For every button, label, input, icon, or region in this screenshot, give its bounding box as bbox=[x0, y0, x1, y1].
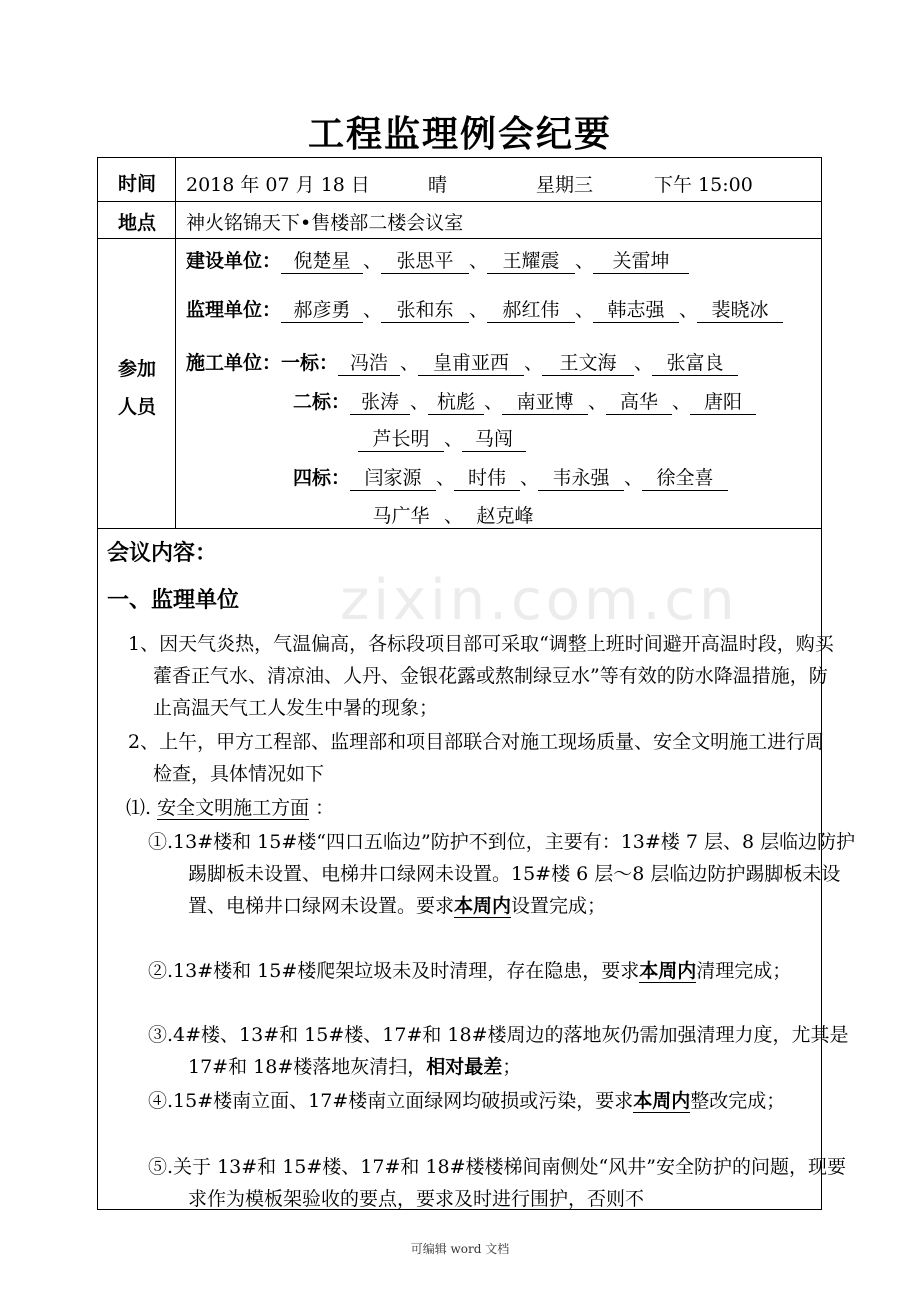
check-item-text: ①.13#楼和 15#楼“四口五临边”防护不到位，主要有：13#楼 7 层、8 层临边防护踢脚板未设置、电梯井口绿网未设置。15#楼 6 层～8 层临边防护踢脚板未设置、电梯井口绿网未设置。要求 bbox=[148, 831, 856, 917]
separator: 、 bbox=[363, 299, 383, 321]
check-item-1 bbox=[148, 826, 856, 922]
contractor-lot2-row2 bbox=[358, 424, 526, 452]
item-1: 1、因天气炎热，气温偏高，各标段项目部可采取“调整上班时间避开高温时段，购买藿香正气水、清凉油、人丹、金银花露或熬制绿豆水”等有效的防水降温措施，防止高温天气工人发生中暑的现象； bbox=[128, 633, 834, 719]
check-item-text: 设置完成； bbox=[511, 895, 607, 917]
contractor-lot1-row bbox=[186, 348, 738, 376]
check-item-4 bbox=[148, 1085, 856, 1117]
section-heading-supervisor: 一、监理单位 bbox=[107, 588, 240, 613]
time-label: 时间 bbox=[117, 173, 156, 195]
contractor-lot4-row2 bbox=[358, 501, 548, 529]
deadline-emphasis: 本周内 bbox=[454, 895, 512, 917]
attendee-name: 关雷坤 bbox=[593, 249, 689, 274]
separator: 、 bbox=[624, 467, 644, 489]
supervisor-label: 监理单位： bbox=[186, 299, 282, 321]
meeting-time: 下午 15:00 bbox=[654, 174, 753, 196]
separator: 、 bbox=[520, 467, 540, 489]
attendee-name: 时伟 bbox=[454, 466, 520, 491]
meeting-date: 2018 年 07 月 18 日 bbox=[186, 174, 370, 196]
subsection-number: ⑴. bbox=[126, 797, 152, 819]
minutes-table bbox=[97, 157, 856, 1210]
emphasis-text: 相对最差 bbox=[426, 1056, 503, 1078]
separator: 、 bbox=[672, 391, 692, 413]
attendee-name: 芦长明 bbox=[358, 427, 444, 452]
separator: 、 bbox=[444, 505, 464, 527]
check-item-5: ⑤.关于 13#和 15#楼、17#和 18#楼楼梯间南侧处“风井”安全防护的问题，现要求作为模板架验收的要点，要求及时进行围护，否则不 bbox=[148, 1156, 846, 1209]
attendee-name: 皇甫亚西 bbox=[418, 351, 524, 376]
contractor-lot4-row1 bbox=[293, 463, 728, 491]
weekday: 星期三 bbox=[536, 174, 594, 196]
separator: 、 bbox=[436, 467, 456, 489]
separator: 、 bbox=[634, 352, 654, 374]
attendee-name: 赵克峰 bbox=[462, 504, 548, 529]
check-item-text: ； bbox=[502, 1056, 522, 1078]
subsection-title: 安全文明施工方面 bbox=[157, 797, 310, 819]
separator: 、 bbox=[444, 428, 464, 450]
content-heading: 会议内容： bbox=[107, 541, 218, 566]
attendee-name: 南亚博 bbox=[502, 390, 588, 415]
separator: 、 bbox=[575, 299, 595, 321]
owner-label: 建设单位： bbox=[186, 250, 282, 272]
deadline-emphasis: 本周内 bbox=[633, 1090, 691, 1112]
lot2-label: 二标： bbox=[293, 391, 351, 413]
separator: 、 bbox=[410, 391, 430, 413]
attendee-name: 张思平 bbox=[381, 249, 469, 274]
owner-attendees-row bbox=[186, 246, 689, 274]
check-item-text: 整改完成； bbox=[690, 1090, 786, 1112]
row-divider-place bbox=[98, 238, 821, 239]
attendee-name: 高华 bbox=[606, 390, 672, 415]
row-divider-time bbox=[98, 201, 821, 202]
attendee-name: 唐阳 bbox=[690, 390, 756, 415]
attendee-name: 倪楚星 bbox=[281, 249, 363, 274]
subsection-colon: ： bbox=[315, 797, 335, 819]
separator: 、 bbox=[575, 250, 595, 272]
lot4-label: 四标： bbox=[293, 467, 351, 489]
attendee-name: 裴晓冰 bbox=[697, 298, 783, 323]
separator: 、 bbox=[469, 250, 489, 272]
item-2: 2、上午，甲方工程部、监理部和项目部联合对施工现场质量、安全文明施工进行周检查，具体情况如下 bbox=[128, 731, 825, 785]
attendee-name: 冯浩 bbox=[338, 351, 400, 376]
watermark: zixin.com.cn bbox=[340, 568, 739, 633]
attendee-name: 徐全喜 bbox=[642, 466, 728, 491]
attendee-name: 闫家源 bbox=[350, 466, 436, 491]
attendee-name: 韦永强 bbox=[538, 466, 624, 491]
check-item-text: ②.13#楼和 15#楼爬架垃圾未及时清理，存在隐患，要求 bbox=[148, 960, 640, 982]
attendee-name: 马闯 bbox=[462, 427, 526, 452]
separator: 、 bbox=[363, 250, 383, 272]
meeting-place: 神火铭锦天下•售楼部二楼会议室 bbox=[186, 212, 464, 234]
attendee-name: 王耀震 bbox=[487, 249, 575, 274]
subsection-safety bbox=[126, 792, 334, 824]
attendee-name: 杭彪 bbox=[428, 390, 484, 415]
attendee-name: 王文海 bbox=[542, 351, 634, 376]
attendee-name: 韩志强 bbox=[593, 298, 679, 323]
check-item-text: ③.4#楼、13#和 15#楼、17#和 18#楼周边的落地灰仍需加强清理力度，尤其是 17#和 18#楼落地灰清扫， bbox=[148, 1024, 849, 1078]
separator: 、 bbox=[679, 299, 699, 321]
check-item-text: 清理完成； bbox=[696, 960, 792, 982]
lot1-label: 一标： bbox=[281, 352, 339, 374]
attendees-label-line1: 参加 bbox=[117, 358, 156, 380]
check-item-3 bbox=[148, 1019, 856, 1083]
attendee-name: 郝彦勇 bbox=[281, 298, 363, 323]
separator: 、 bbox=[524, 352, 544, 374]
attendee-name: 张富良 bbox=[652, 351, 738, 376]
attendee-name: 郝红伟 bbox=[487, 298, 575, 323]
separator: 、 bbox=[469, 299, 489, 321]
check-item-text: ④.15#楼南立面、17#楼南立面绿网均破损或污染，要求 bbox=[148, 1090, 634, 1112]
contractor-lot2-row1 bbox=[293, 387, 756, 415]
attendee-name: 张和东 bbox=[381, 298, 469, 323]
separator: 、 bbox=[588, 391, 608, 413]
attendee-name: 张涛 bbox=[350, 390, 410, 415]
weather: 晴 bbox=[428, 174, 448, 196]
separator: 、 bbox=[400, 352, 420, 374]
separator: 、 bbox=[484, 391, 504, 413]
place-label: 地点 bbox=[117, 212, 156, 234]
attendees-label-line2: 人员 bbox=[117, 396, 156, 418]
deadline-emphasis: 本周内 bbox=[639, 960, 697, 982]
supervisor-attendees-row bbox=[186, 295, 783, 323]
page-footer: 可编辑 word 文档 bbox=[410, 1242, 510, 1256]
document-title: 工程监理例会纪要 bbox=[307, 114, 612, 155]
check-item-2 bbox=[148, 955, 856, 987]
contractor-label: 施工单位： bbox=[186, 352, 282, 374]
attendee-name: 马广华 bbox=[358, 504, 444, 529]
